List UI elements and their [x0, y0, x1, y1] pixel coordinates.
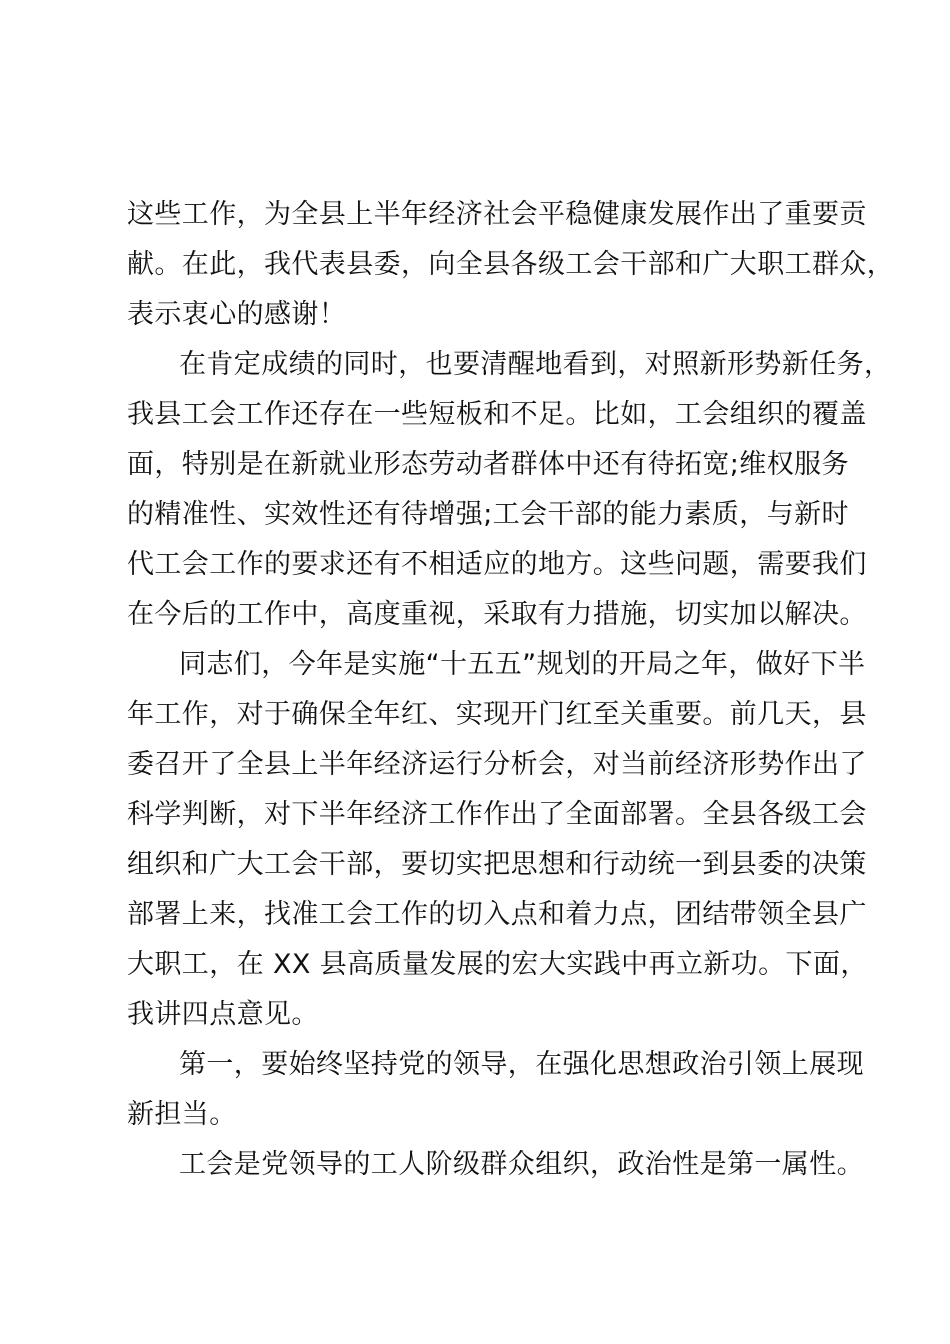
- section-heading-line: 新担当。: [127, 1099, 237, 1130]
- paragraph-first-line: 工会是党领导的工人阶级群众组织，政治性是第一属性。: [179, 1149, 864, 1180]
- text-line: 代工会工作的要求还有不相适应的地方。这些问题，需要我们: [127, 549, 867, 580]
- text-line: 的精准性、实效性还有待增强;工会干部的能力素质，与新时: [127, 499, 849, 530]
- section-heading-line: 第一，要始终坚持党的领导，在强化思想政治引领上展现: [179, 1049, 864, 1080]
- text-line: 部署上来，找准工会工作的切入点和着力点，团结带领全县广: [127, 899, 867, 930]
- text-line: 年工作，对于确保全年红、实现开门红至关重要。前几天，县: [127, 699, 867, 730]
- text-line: 表示衷心的感谢！: [127, 299, 347, 330]
- text-line: 委召开了全县上半年经济运行分析会，对当前经济形势作出了: [127, 749, 867, 780]
- text-line: 组织和广大工会干部，要切实把思想和行动统一到县委的决策: [127, 849, 867, 880]
- text-line: 在今后的工作中，高度重视，采取有力措施，切实加以解决。: [127, 599, 867, 630]
- text-line: 面，特别是在新就业形态劳动者群体中还有待拓宽;维权服务: [127, 449, 849, 480]
- text-line: 科学判断，对下半年经济工作作出了全面部署。全县各级工会: [127, 799, 867, 830]
- document-body: [127, 190, 895, 1190]
- text-line: 大职工，在 XX 县高质量发展的宏大实践中再立新功。下面，: [127, 949, 868, 980]
- paragraph-first-line: 在肯定成绩的同时，也要清醒地看到，对照新形势新任务，: [179, 349, 892, 380]
- text-line: 我县工会工作还存在一些短板和不足。比如，工会组织的覆盖: [127, 399, 867, 430]
- paragraph-first-line: 同志们，今年是实施“十五五”规划的开局之年，做好下半: [179, 649, 866, 680]
- text-line: 我讲四点意见。: [127, 999, 319, 1030]
- text-line: 献。在此，我代表县委，向全县各级工会干部和广大职工群众，: [127, 249, 895, 280]
- text-line: 这些工作，为全县上半年经济社会平稳健康发展作出了重要贡: [127, 199, 867, 230]
